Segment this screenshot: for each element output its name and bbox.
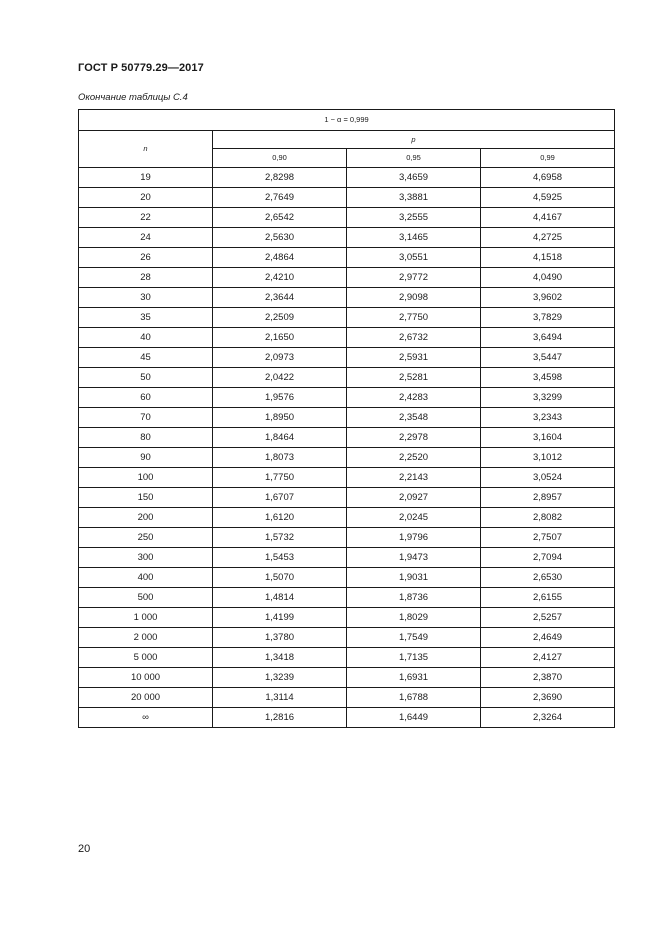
n-cell: 5 000	[79, 648, 213, 668]
value-cell: 1,8073	[213, 448, 347, 468]
value-cell: 2,0973	[213, 348, 347, 368]
value-cell: 3,2343	[481, 408, 615, 428]
value-cell: 2,6732	[347, 328, 481, 348]
table-row	[79, 388, 615, 408]
value-cell: 2,3548	[347, 408, 481, 428]
value-cell: 2,0245	[347, 508, 481, 528]
n-cell: 40	[79, 328, 213, 348]
value-cell: 1,5070	[213, 568, 347, 588]
value-cell: 3,7829	[481, 308, 615, 328]
value-cell: 2,9098	[347, 288, 481, 308]
n-cell: 80	[79, 428, 213, 448]
value-cell: 1,5453	[213, 548, 347, 568]
p-value-header: 0,95	[347, 149, 481, 168]
value-cell: 1,6449	[347, 708, 481, 728]
value-cell: 2,2143	[347, 468, 481, 488]
table-row	[79, 208, 615, 228]
value-cell: 2,5281	[347, 368, 481, 388]
value-cell: 1,4199	[213, 608, 347, 628]
value-cell: 1,8950	[213, 408, 347, 428]
table-row	[79, 368, 615, 388]
confidence-header-row	[79, 110, 615, 131]
value-cell: 3,3881	[347, 188, 481, 208]
value-cell: 4,2725	[481, 228, 615, 248]
value-cell: 4,4167	[481, 208, 615, 228]
value-cell: 2,7750	[347, 308, 481, 328]
table-row	[79, 628, 615, 648]
value-cell: 2,8957	[481, 488, 615, 508]
page-number: 20	[78, 843, 91, 855]
value-cell: 2,2509	[213, 308, 347, 328]
n-cell: 20 000	[79, 688, 213, 708]
value-cell: 1,8464	[213, 428, 347, 448]
value-cell: 1,6120	[213, 508, 347, 528]
value-cell: 3,1012	[481, 448, 615, 468]
n-cell: 30	[79, 288, 213, 308]
table-body	[79, 168, 615, 728]
value-cell: 1,8029	[347, 608, 481, 628]
value-cell: 2,7094	[481, 548, 615, 568]
document-title: ГОСТ Р 50779.29—2017	[78, 62, 204, 74]
n-cell: 60	[79, 388, 213, 408]
value-cell: 2,3644	[213, 288, 347, 308]
table-row	[79, 348, 615, 368]
table-row	[79, 408, 615, 428]
value-cell: 1,7750	[213, 468, 347, 488]
value-cell: 2,4127	[481, 648, 615, 668]
n-cell: 19	[79, 168, 213, 188]
value-cell: 2,0927	[347, 488, 481, 508]
n-cell: 150	[79, 488, 213, 508]
value-cell: 2,4283	[347, 388, 481, 408]
value-cell: 3,2555	[347, 208, 481, 228]
value-cell: 1,5732	[213, 528, 347, 548]
table-row	[79, 548, 615, 568]
value-cell: 1,7549	[347, 628, 481, 648]
value-cell: 2,5630	[213, 228, 347, 248]
value-cell: 4,5925	[481, 188, 615, 208]
value-cell: 1,6931	[347, 668, 481, 688]
table-row	[79, 588, 615, 608]
table-row	[79, 328, 615, 348]
table-row	[79, 568, 615, 588]
n-cell: 10 000	[79, 668, 213, 688]
value-cell: 1,4814	[213, 588, 347, 608]
value-cell: 4,0490	[481, 268, 615, 288]
value-cell: 2,0422	[213, 368, 347, 388]
table-row	[79, 448, 615, 468]
value-cell: 1,3780	[213, 628, 347, 648]
value-cell: 2,4649	[481, 628, 615, 648]
value-cell: 4,1518	[481, 248, 615, 268]
value-cell: 2,6530	[481, 568, 615, 588]
value-cell: 3,0551	[347, 248, 481, 268]
tolerance-factor-table	[78, 109, 615, 728]
n-cell: 24	[79, 228, 213, 248]
table-row	[79, 268, 615, 288]
value-cell: 3,1465	[347, 228, 481, 248]
value-cell: 1,8736	[347, 588, 481, 608]
value-cell: 2,7507	[481, 528, 615, 548]
value-cell: 4,6958	[481, 168, 615, 188]
table-row	[79, 288, 615, 308]
p-value-header: 0,99	[481, 149, 615, 168]
value-cell: 2,2520	[347, 448, 481, 468]
value-cell: 1,6707	[213, 488, 347, 508]
value-cell: 3,4598	[481, 368, 615, 388]
value-cell: 3,3299	[481, 388, 615, 408]
n-cell: 28	[79, 268, 213, 288]
value-cell: 1,3114	[213, 688, 347, 708]
value-cell: 1,9031	[347, 568, 481, 588]
value-cell: 1,3418	[213, 648, 347, 668]
table-row	[79, 168, 615, 188]
table-row	[79, 668, 615, 688]
table-row	[79, 708, 615, 728]
value-cell: 2,6155	[481, 588, 615, 608]
table-row	[79, 428, 615, 448]
n-cell: 400	[79, 568, 213, 588]
value-cell: 2,3690	[481, 688, 615, 708]
n-cell: 35	[79, 308, 213, 328]
n-cell: 200	[79, 508, 213, 528]
n-cell: 2 000	[79, 628, 213, 648]
value-cell: 2,2978	[347, 428, 481, 448]
value-cell: 3,1604	[481, 428, 615, 448]
value-cell: 2,6542	[213, 208, 347, 228]
table-row	[79, 308, 615, 328]
table-row	[79, 488, 615, 508]
table-row	[79, 648, 615, 668]
value-cell: 2,1650	[213, 328, 347, 348]
n-column-header: n	[79, 131, 213, 168]
value-cell: 3,5447	[481, 348, 615, 368]
value-cell: 2,5931	[347, 348, 481, 368]
n-cell: 90	[79, 448, 213, 468]
value-cell: 2,5257	[481, 608, 615, 628]
value-cell: 3,9602	[481, 288, 615, 308]
p-value-header: 0,90	[213, 149, 347, 168]
n-cell: 250	[79, 528, 213, 548]
n-cell: 20	[79, 188, 213, 208]
table-row	[79, 248, 615, 268]
value-cell: 3,4659	[347, 168, 481, 188]
n-cell: ∞	[79, 708, 213, 728]
value-cell: 1,9796	[347, 528, 481, 548]
table-row	[79, 688, 615, 708]
value-cell: 1,3239	[213, 668, 347, 688]
value-cell: 1,9473	[347, 548, 481, 568]
value-cell: 1,6788	[347, 688, 481, 708]
value-cell: 2,8298	[213, 168, 347, 188]
table-row	[79, 508, 615, 528]
n-cell: 500	[79, 588, 213, 608]
p-header-row	[79, 131, 615, 149]
value-cell: 2,9772	[347, 268, 481, 288]
confidence-level-header: 1 − α = 0,999	[79, 110, 615, 131]
n-cell: 45	[79, 348, 213, 368]
table-row	[79, 608, 615, 628]
p-group-header: p	[213, 131, 615, 149]
value-cell: 1,9576	[213, 388, 347, 408]
value-cell: 3,6494	[481, 328, 615, 348]
value-cell: 2,4864	[213, 248, 347, 268]
value-cell: 3,0524	[481, 468, 615, 488]
value-cell: 2,3264	[481, 708, 615, 728]
table-row	[79, 228, 615, 248]
table-row	[79, 528, 615, 548]
value-cell: 2,4210	[213, 268, 347, 288]
table-row	[79, 468, 615, 488]
value-cell: 2,7649	[213, 188, 347, 208]
n-cell: 50	[79, 368, 213, 388]
n-cell: 22	[79, 208, 213, 228]
n-cell: 300	[79, 548, 213, 568]
table-row	[79, 188, 615, 208]
n-cell: 100	[79, 468, 213, 488]
value-cell: 2,3870	[481, 668, 615, 688]
value-cell: 2,8082	[481, 508, 615, 528]
n-cell: 26	[79, 248, 213, 268]
table-caption: Окончание таблицы С.4	[78, 92, 188, 103]
value-cell: 1,7135	[347, 648, 481, 668]
n-cell: 1 000	[79, 608, 213, 628]
n-cell: 70	[79, 408, 213, 428]
value-cell: 1,2816	[213, 708, 347, 728]
